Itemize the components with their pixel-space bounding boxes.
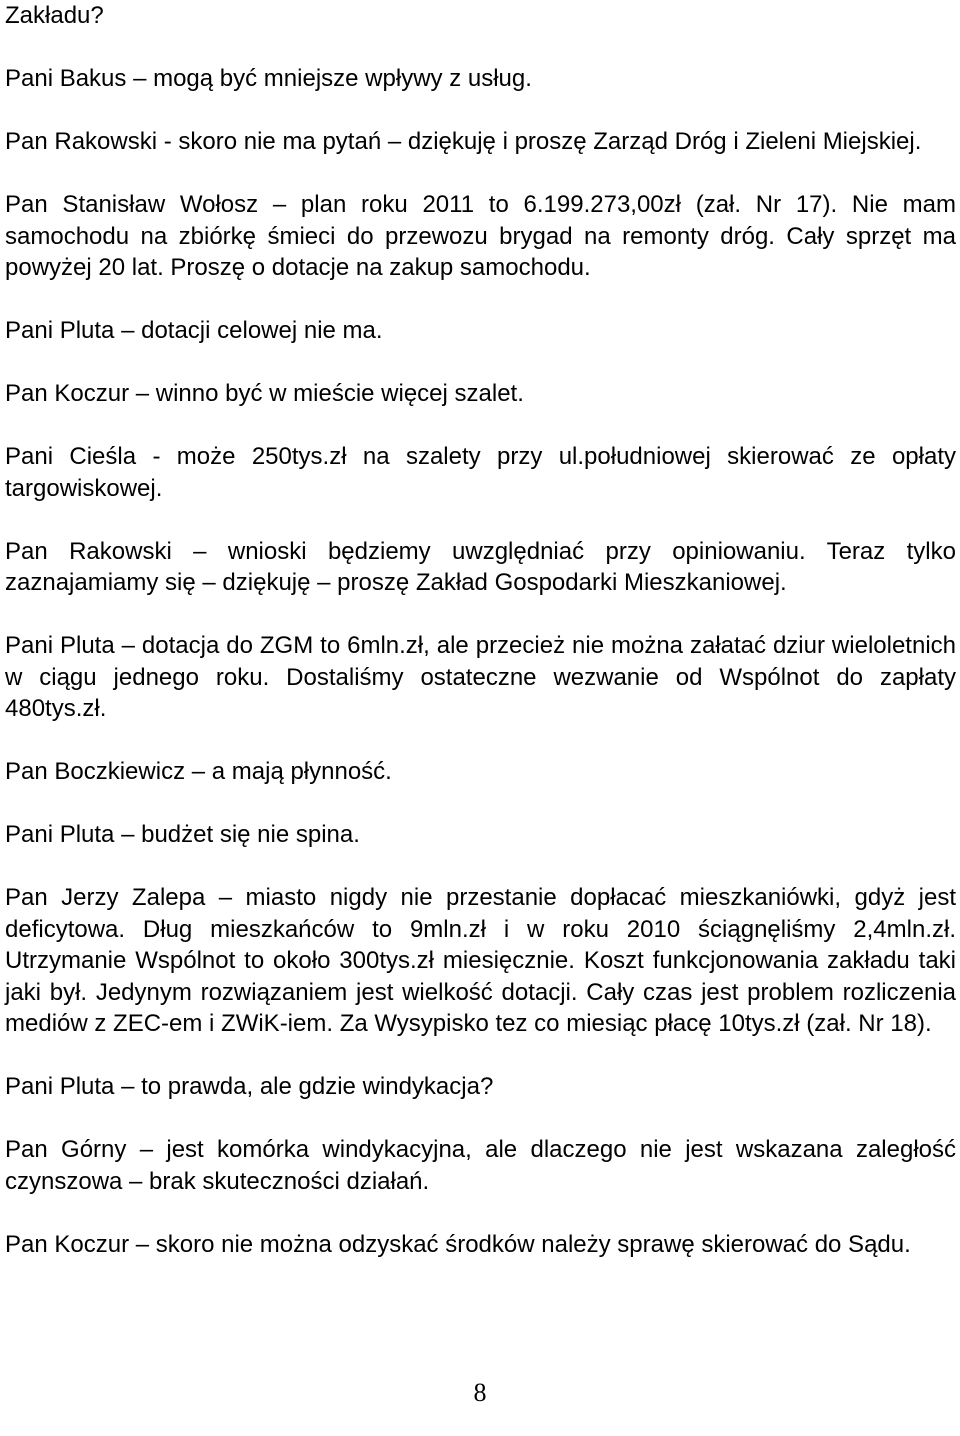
paragraph: Pan Górny – jest komórka windykacyjna, ale dlaczego nie jest wskazana zaległość czynszowa – brak skuteczności działań. [5,1136,956,1195]
paragraph: Pan Koczur – winno być w mieście więcej szalet. [5,380,524,407]
page-number: 8 [473,1378,487,1407]
paragraph: Pani Bakus – mogą być mniejsze wpływy z usług. [5,65,532,92]
paragraph: Pani Pluta – dotacja do ZGM to 6mln.zł, ale przecież nie można załatać dziur wieloletnich w ciągu jednego roku. Dostaliśmy ostateczne wezwanie od Wspólnot do zapłaty 480tys.zł. [5,632,956,722]
document-body [5,0,956,1292]
paragraph: Pan Stanisław Wołosz – plan roku 2011 to 6.199.273,00zł (zał. Nr 17). Nie mam samochodu na zbiórkę śmieci do przewozu brygad na remonty dróg. Cały sprzęt ma powyżej 20 lat. Proszę o dotacje na zakup samochodu. [5,191,956,281]
paragraph: Pan Jerzy Zalepa – miasto nigdy nie przestanie dopłacać mieszkaniówki, gdyż jest deficytowa. Dług mieszkańców to 9mln.zł i w roku 2010 ściągnęliśmy 2,4mln.zł. Utrzymanie Wspólnot to około 300tys.zł miesięcznie. Koszt funkcjonowania zakładu taki jaki był. Jedynym rozwiązaniem jest wielkość dotacji. Cały czas jest problem rozliczenia mediów z ZEC-em i ZWiK-iem. Za Wysypisko tez co miesiąc płacę 10tys.zł (zał. Nr 18). [5,884,956,1037]
paragraph: Pan Koczur – skoro nie można odzyskać środków należy sprawę skierować do Sądu. [5,1230,911,1258]
paragraph: Pani Pluta – dotacji celowej nie ma. [5,317,383,344]
paragraph: Pan Rakowski - skoro nie ma pytań – dziękuję i proszę Zarząd Dróg i Zieleni Miejskiej. [5,128,922,155]
paragraph: Pani Pluta – budżet się nie spina. [5,821,360,848]
paragraph: Pan Boczkiewicz – a mają płynność. [5,758,392,785]
paragraph: Pani Cieśla - może 250tys.zł na szalety przy ul.południowej skierować ze opłaty targowiskowej. [5,443,956,502]
paragraph: Pan Rakowski – wnioski będziemy uwzględniać przy opiniowaniu. Teraz tylko zaznajamiamy się – dziękuję – proszę Zakład Gospodarki Mieszkaniowej. [5,537,956,596]
paragraph: Pani Pluta – to prawda, ale gdzie windykacja? [5,1073,494,1100]
paragraph: Zakładu? [5,2,104,29]
